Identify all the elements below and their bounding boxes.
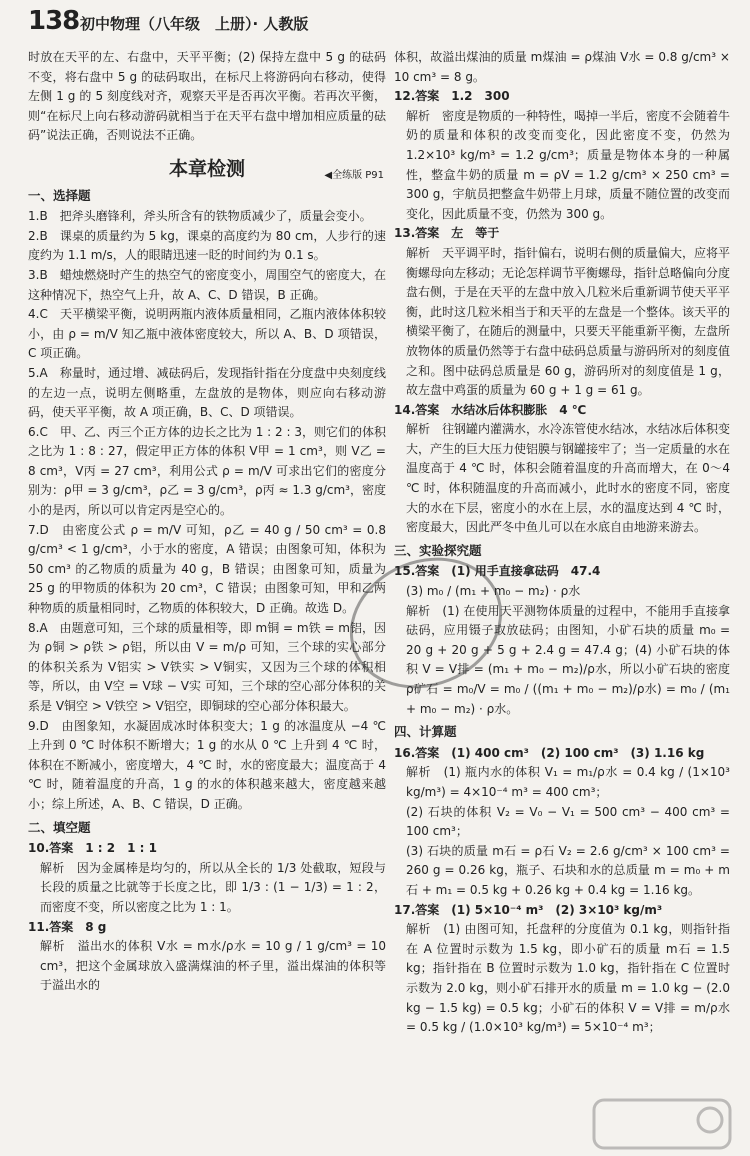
chapter-ref: ◀全练版 P91 [324, 169, 384, 181]
answer-item: 8.A 由题意可知，三个球的质量相等，即 m铜 = m铁 = m铝，因为 ρ铜 > ρ铁 > ρ铝，所以由 V = m/ρ 可知，三个球的实心部分的体积关系为 V铝实 > V铁实 > V铜实，又因为三个球的体积相等，所以，由 V空 = V球 − V实 可知，三个球的空心部分体积的关系是 V铜空 > V铁空 > V铝空，即铜球的空心部分体积最大。 [28, 620, 386, 713]
answer-item: 6.C 甲、乙、丙三个正方体的边长之比为 1 : 2 : 3，则它们的体积之比为 1 : 8 : 27，假定甲正方体的体积 V甲 = 1 cm³，则 V乙 = 8 cm³，V丙 = 27 cm³，利用公式 ρ = m/V 可求出它们的密度分别为：ρ甲 = 3 g/cm³，ρ乙 = 3 g/cm³，ρ丙 ≈ 1.3 g/cm³，密度小的是丙，所以可以肯定丙是空心的。 [28, 424, 386, 518]
book-title: 初中物理（八年级 上册）· 人教版 [80, 15, 309, 33]
analysis-text: 解析 天平调平时，指针偏右，说明右侧的质量偏大，应将平衡螺母向左移动；无论怎样调节平衡螺母，指针总略偏向分度盘右侧，于是在天平的左盘中放入几粒米后重新调节使天平平衡，此时这几粒米相当于和天平的左盘是一个整体。该天平的横梁平衡了，在随后的测量中，只要天平能重新平衡，左盘所放物体的质量仍然等于右盘中砝码总质量与游码所对的刻度值之和。图中砝码总质量是 60 g，游码所对的刻度值是 1 g，故左盘中鸡蛋的质量为 60 g + 1 g = 61 g。 [406, 245, 731, 398]
answer-label: 15.答案 (1) 用手直接拿砝码 47.4 [394, 564, 601, 579]
section-heading: 三、实验探究题 [394, 542, 482, 558]
analysis-text: 解析 往钢罐内灌满水，水冷冻管使水结冰，水结冰后体积变大，产生的巨大压力使铝膜与钢罐接牢了；当一定质量的水在温度高于 4 ℃ 时，体积会随着温度的升高而增大，在 0～4 ℃ 时，体积随温度的升高而减小，此时水的密度不同，密度大的水在下层，密度小的水在上层，水的温度达到 4 ℃ 时，密度最大，因此严冬中鱼儿可以在水底自由地游来游去。 [406, 422, 731, 535]
continued-text: 体积，故溢出煤油的质量 m煤油 = ρ煤油 V水 = 0.8 g/cm³ × 10 cm³ = 8 g。 [394, 50, 730, 84]
chapter-heading [28, 157, 386, 181]
section-heading: 二、填空题 [28, 819, 91, 835]
answer-item: 5.A 称量时，通过增、减砝码后，发现指针指在分度盘中央刻度线的左边一点，说明左侧略重，左盘放的是物体，则应向右移动游码，使天平平衡，故 A 项正确，B、C、D 项错误。 [28, 365, 386, 420]
watermark-logo [592, 1098, 732, 1150]
analysis-text: 解析 密度是物质的一种特性，喝掉一半后，密度不会随着牛奶的质量和体积的改变而变化，因此密度不变，仍然为 1.2×10³ kg/m³ = 1.2 g/cm³；质量是物体本身的一种属性，整盒牛奶的质量 m = ρV = 1.2 g/cm³ × 250 cm³ = 300 g，宇航员把整盒牛奶带上月球，质量不随位置的改变而变化，因此质量不变，仍然为 300 g。 [406, 108, 731, 221]
answer-label: 11.答案 8 g [28, 919, 107, 934]
page-number: 138 [28, 6, 80, 36]
right-column [394, 48, 730, 1038]
answer-item: 4.C 天平横梁平衡，说明两瓶内液体质量相同，乙瓶内液体体积较小，由 ρ = m/V 知乙瓶中液体密度较大，所以 A、B、D 项错误，C 项正确。 [28, 307, 386, 361]
answer-label: 17.答案 (1) 5×10⁻⁴ m³ (2) 3×10³ kg/m³ [394, 902, 663, 917]
analysis-text: 解析 (1) 在使用天平测物体质量的过程中，不能用手直接拿砝码，应用镊子取放砝码；由图知，小矿石块的质量 m₀ = 20 g + 20 g + 5 g + 2.4 g = 47.4 g；(4) 小矿石块的体积 V = V排 = (m₁ + m₀ − m₂)/ρ水，所以小矿石块的密度 ρ矿石 = m₀/V = m₀ / ((m₁ + m₀ − m₂)/ρ水) = m₀ / (m₁ + m₀ − m₂) · ρ水。 [406, 603, 730, 716]
analysis-text: 解析 (1) 瓶内水的体积 V₁ = m₁/ρ水 = 0.4 kg / (1×10³ kg/m³) = 4×10⁻⁴ m³ = 400 cm³； [406, 765, 730, 799]
answer-formula: (3) m₀ / (m₁ + m₀ − m₂) · ρ水 [406, 584, 581, 599]
answer-item: 9.D 由图象知，水凝固成冰时体积变大；1 g 的冰温度从 −4 ℃ 上升到 0 ℃ 时体积不断增大；1 g 的水从 0 ℃ 上升到 4 ℃ 时，体积在不断减小，密度增大，4 ℃ 时，水的密度最大；温度高于 4 ℃ 时，随着温度的升高，1 g 的水的体积越来越大，密度越来越小；综上所述，A、B、C 错误，D 正确。 [28, 718, 386, 811]
analysis-text: (2) 石块的体积 V₂ = V₀ − V₁ = 500 cm³ − 400 cm³ = 100 cm³； [406, 804, 730, 839]
section-heading: 一、选择题 [28, 187, 91, 203]
analysis-text: 解析 (1) 由图可知，托盘秤的分度值为 0.1 kg，则指针指在 A 位置时示数为 1.5 kg，即小矿石的质量 m石 = 1.5 kg；指针指在 B 位置时示数为 1.0 kg，指针指在 C 位置时示数为 2.0 kg，则小矿石排开水的质量 m = 1.0 kg − (2.0 kg − 1.5 kg) = 0.5 kg；小矿石的体积 V = V排 = m/ρ水 = 0.5 kg / (1.0×10³ kg/m³) = 5×10⁻⁴ m³； [406, 922, 730, 1035]
analysis-text: 解析 溢出水的体积 V水 = m水/ρ水 = 10 g / 1 g/cm³ = 10 cm³，把这个金属球放入盛满煤油的杯子里，溢出煤油的体积等于溢出水的 [40, 939, 386, 993]
answer-item: 1.B 把斧头磨锋利，斧头所含有的铁物质减少了，质量会变小。 [28, 209, 372, 224]
intro-text: 时放在天平的左、右盘中，天平平衡；(2) 保持左盘中 5 g 的砝码不变，将右盘中 5 g 的砝码取出，在标尺上将游码向右移动，使得左侧 1 g 的 5 刻度线对齐，观察天平是否再次平衡。若再次平衡，则“在标尺上向右移动游码就相当于在天平右盘中增加相应质量的砝码”说法正确，否则说法不正确。 [28, 50, 386, 143]
chapter-title: 本章检测 [168, 157, 245, 180]
answer-label: 10.答案 1 : 2 1 : 1 [28, 841, 157, 856]
answer-label: 14.答案 水结冰后体积膨胀 4 ℃ [394, 402, 587, 417]
left-column [28, 48, 386, 996]
answer-label: 13.答案 左 等于 [394, 226, 500, 241]
section-heading: 四、计算题 [394, 724, 457, 740]
answer-item: 3.B 蜡烛燃烧时产生的热空气的密度变小，周围空气的密度大，在这种情况下，热空气上升，故 A、C、D 错误，B 正确。 [28, 267, 386, 302]
page-header [28, 4, 728, 38]
analysis-text: (3) 石块的质量 m石 = ρ石 V₂ = 2.6 g/cm³ × 100 cm³ = 260 g = 0.26 kg，瓶子、石块和水的总质量 m = m₀ + m石 + m₁ = 0.5 kg + 0.26 kg + 0.4 kg = 1.16 kg。 [406, 843, 730, 897]
answer-item: 7.D 由密度公式 ρ = m/V 可知，ρ乙 = 40 g / 50 cm³ = 0.8 g/cm³ < 1 g/cm³，小于水的密度，A 错误；由图象可知，体积为 50 cm³ 的乙物质的质量为 40 g，B 错误；由图象可知，质量为 25 g 的甲物质的体积为 20 cm³，C 错误；由图象可知，甲和乙两种物质的质量相同时，乙物质的体积较大，D 正确。故选 D。 [28, 522, 386, 616]
answer-label: 16.答案 (1) 400 cm³ (2) 100 cm³ (3) 1.16 kg [394, 745, 705, 760]
answer-item: 2.B 课桌的质量约为 5 kg，课桌的高度约为 80 cm，人步行的速度约为 1.1 m/s，人的眼睛迅速一眨的时间约为 0.1 s。 [28, 228, 386, 263]
answer-label: 12.答案 1.2 300 [394, 89, 510, 104]
analysis-text: 解析 因为金属棒是均匀的，所以从全长的 1/3 处截取，短段与长段的质量之比就等于长度之比，即 1/3 : (1 − 1/3) = 1 : 2，而密度不变，所以密度之比为 1 : 1。 [40, 860, 386, 914]
